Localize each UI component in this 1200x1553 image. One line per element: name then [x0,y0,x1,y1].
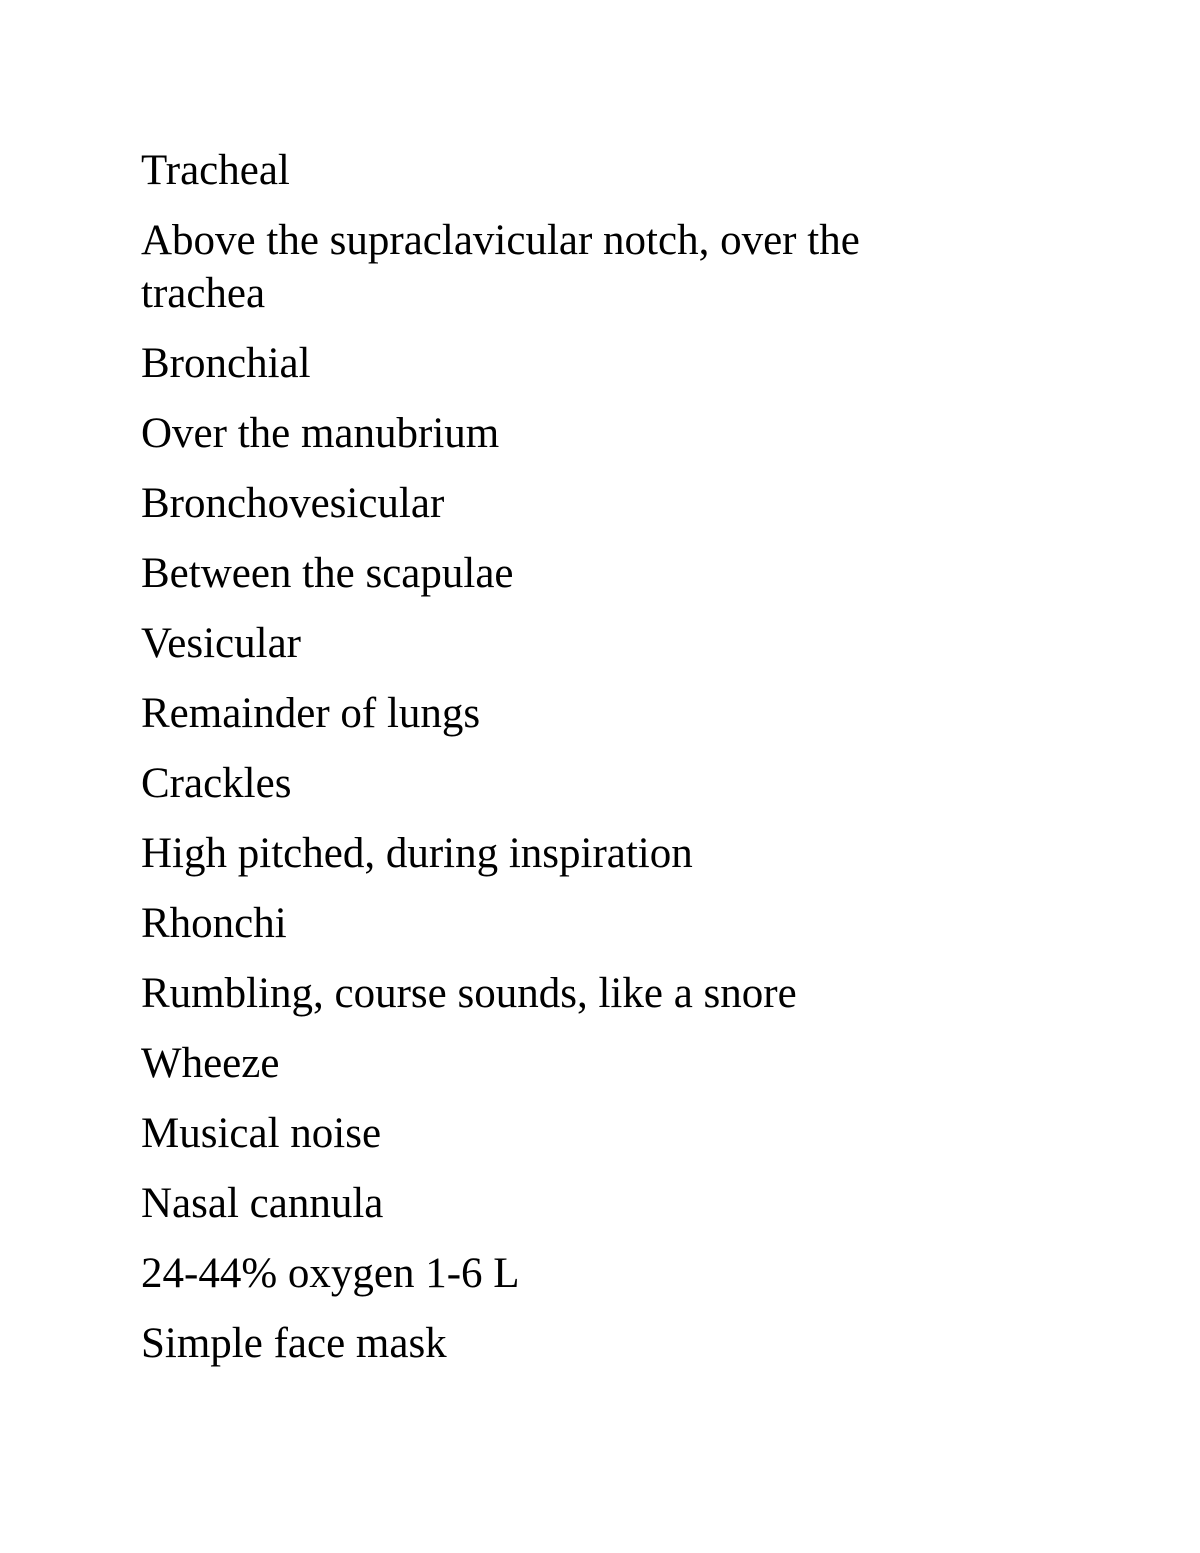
term-nasal-cannula: Nasal cannula [141,1180,384,1227]
description-nasal-cannula: 24-44% oxygen 1-6 L [141,1250,520,1297]
term-crackles: Crackles [141,760,292,807]
term-rhonchi: Rhonchi [141,900,287,947]
description-vesicular: Remainder of lungs [141,690,481,737]
description-rhonchi: Rumbling, course sounds, like a snore [141,970,797,1017]
term-wheeze: Wheeze [141,1040,280,1087]
description-bronchovesicular: Between the scapulae [141,550,514,597]
description-crackles: High pitched, during inspiration [141,830,693,877]
text-lines [141,144,961,1387]
description-bronchial: Over the manubrium [141,410,500,457]
description-tracheal: Above the supraclavicular notch, over the trachea [141,217,860,317]
term-bronchovesicular: Bronchovesicular [141,480,445,527]
term-simple-face-mask: Simple face mask [141,1320,447,1367]
term-tracheal: Tracheal [141,147,290,194]
description-wheeze: Musical noise [141,1110,382,1157]
term-vesicular: Vesicular [141,620,301,667]
term-bronchial: Bronchial [141,340,311,387]
